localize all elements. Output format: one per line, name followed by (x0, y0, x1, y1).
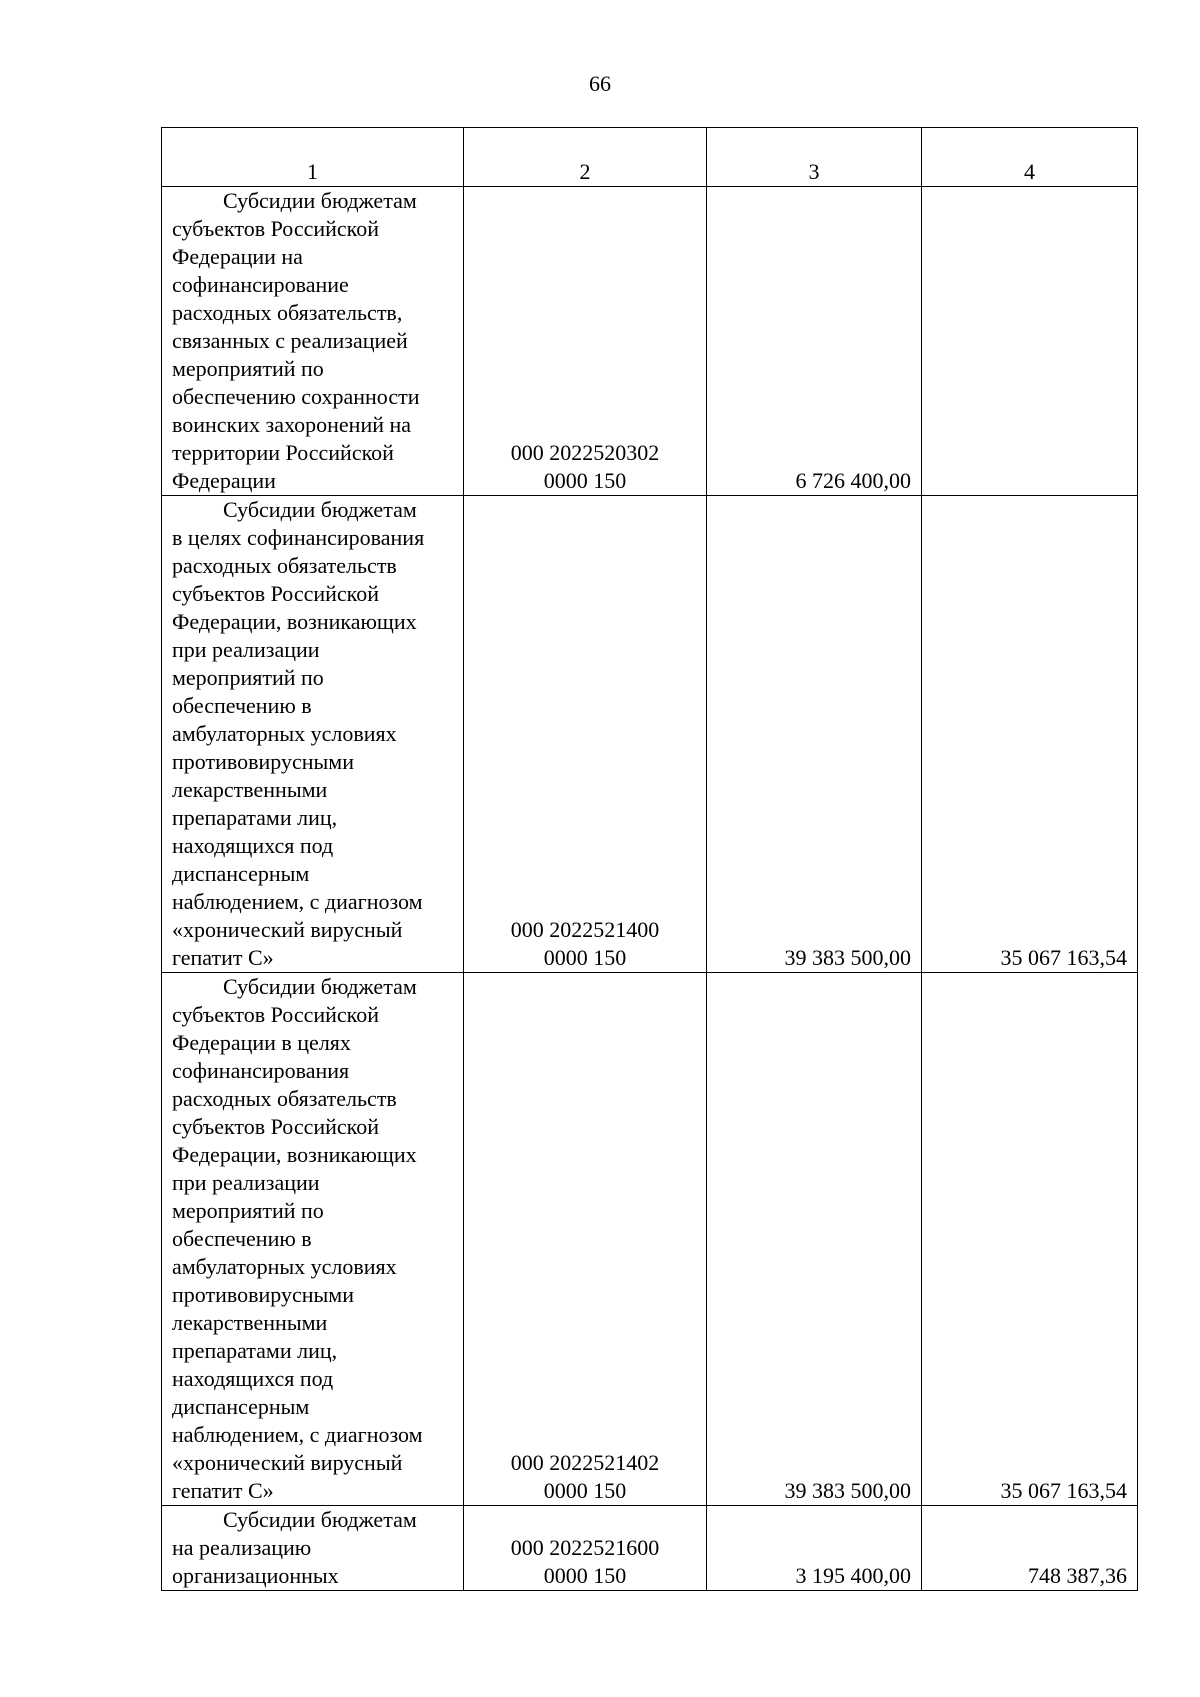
description-line: на реализацию (172, 1535, 312, 1560)
row-description (162, 187, 464, 496)
description-line: Субсидии бюджетам (223, 188, 417, 213)
description-line: субъектов Российской (172, 216, 380, 241)
budget-table (161, 127, 1138, 1591)
description-line: софинансирования (172, 1058, 350, 1083)
row-amount-col3: 39 383 500,00 (707, 973, 922, 1506)
row-budget-code (464, 187, 707, 496)
table-row (162, 496, 1138, 973)
description-line: субъектов Российской (172, 581, 380, 606)
description-line: противовирусными (172, 1282, 354, 1307)
description-line: диспансерным (172, 861, 310, 886)
column-header-4: 4 (922, 128, 1138, 187)
description-line: лекарственными (172, 777, 328, 802)
description-line: противовирусными (172, 749, 354, 774)
description-line: диспансерным (172, 1394, 310, 1419)
row-amount-col4: 35 067 163,54 (922, 496, 1138, 973)
row-amount-col3: 39 383 500,00 (707, 496, 922, 973)
row-budget-code (464, 973, 707, 1506)
description-line: организационных (172, 1563, 339, 1588)
description-line: амбулаторных условиях (172, 721, 397, 746)
description-line: гепатит С» (172, 945, 274, 970)
description-line: гепатит С» (172, 1478, 274, 1503)
page-number: 66 (589, 71, 611, 96)
budget-code-line: 000 2022521600 (510, 1535, 660, 1560)
row-amount-col4: 35 067 163,54 (922, 973, 1138, 1506)
row-amount-col4 (922, 187, 1138, 496)
description-line: лекарственными (172, 1310, 328, 1335)
budget-code-line: 0000 150 (543, 945, 627, 970)
description-line: субъектов Российской (172, 1002, 380, 1027)
description-line: препаратами лиц, (172, 805, 338, 830)
description-line: находящихся под (172, 833, 334, 858)
budget-code-line: 000 2022521402 (510, 1450, 660, 1475)
description-line: территории Российской (172, 440, 394, 465)
description-line: расходных обязательств (172, 1086, 397, 1111)
description-line: обеспечению в (172, 693, 312, 718)
row-description (162, 496, 464, 973)
budget-code-line: 000 2022520302 (510, 440, 660, 465)
table-row (162, 973, 1138, 1506)
description-line: Федерации, возникающих (172, 609, 417, 634)
description-line: наблюдением, с диагнозом (172, 1422, 423, 1447)
description-line: находящихся под (172, 1366, 334, 1391)
description-line: расходных обязательств (172, 553, 397, 578)
description-line: при реализации (172, 637, 320, 662)
description-line: мероприятий по (172, 1198, 324, 1223)
row-description (162, 1506, 464, 1591)
description-line: обеспечению в (172, 1226, 312, 1251)
row-budget-code (464, 1506, 707, 1591)
row-budget-code (464, 496, 707, 973)
column-header-2: 2 (464, 128, 707, 187)
description-line: расходных обязательств, (172, 300, 403, 325)
budget-code-line: 0000 150 (543, 1563, 627, 1588)
budget-code-line: 000 2022521400 (510, 917, 660, 942)
description-line: субъектов Российской (172, 1114, 380, 1139)
description-line: «хронический вирусный (172, 917, 403, 942)
description-line: мероприятий по (172, 665, 324, 690)
description-line: при реализации (172, 1170, 320, 1195)
row-amount-col4: 748 387,36 (922, 1506, 1138, 1591)
description-line: воинских захоронений на (172, 412, 412, 437)
description-line: обеспечению сохранности (172, 384, 420, 409)
table-body (162, 187, 1138, 1591)
description-line: софинансирование (172, 272, 349, 297)
column-header-3: 3 (707, 128, 922, 187)
description-line: Федерации (172, 468, 276, 493)
budget-code-line: 0000 150 (543, 1478, 627, 1503)
row-amount-col3: 3 195 400,00 (707, 1506, 922, 1591)
row-amount-col3: 6 726 400,00 (707, 187, 922, 496)
description-line: наблюдением, с диагнозом (172, 889, 423, 914)
description-line: Федерации, возникающих (172, 1142, 417, 1167)
budget-code-line: 0000 150 (543, 468, 627, 493)
description-line: Субсидии бюджетам (223, 1507, 417, 1532)
description-line: связанных с реализацией (172, 328, 408, 353)
description-line: Субсидии бюджетам (223, 974, 417, 999)
description-line: Субсидии бюджетам (223, 497, 417, 522)
table-header-row (162, 128, 1138, 187)
description-line: Федерации в целях (172, 1030, 351, 1055)
description-line: «хронический вирусный (172, 1450, 403, 1475)
row-description (162, 973, 464, 1506)
description-line: амбулаторных условиях (172, 1254, 397, 1279)
table-row (162, 1506, 1138, 1591)
table-row (162, 187, 1138, 496)
description-line: мероприятий по (172, 356, 324, 381)
description-line: в целях софинансирования (172, 525, 425, 550)
column-header-1: 1 (162, 128, 464, 187)
description-line: Федерации на (172, 244, 303, 269)
description-line: препаратами лиц, (172, 1338, 338, 1363)
